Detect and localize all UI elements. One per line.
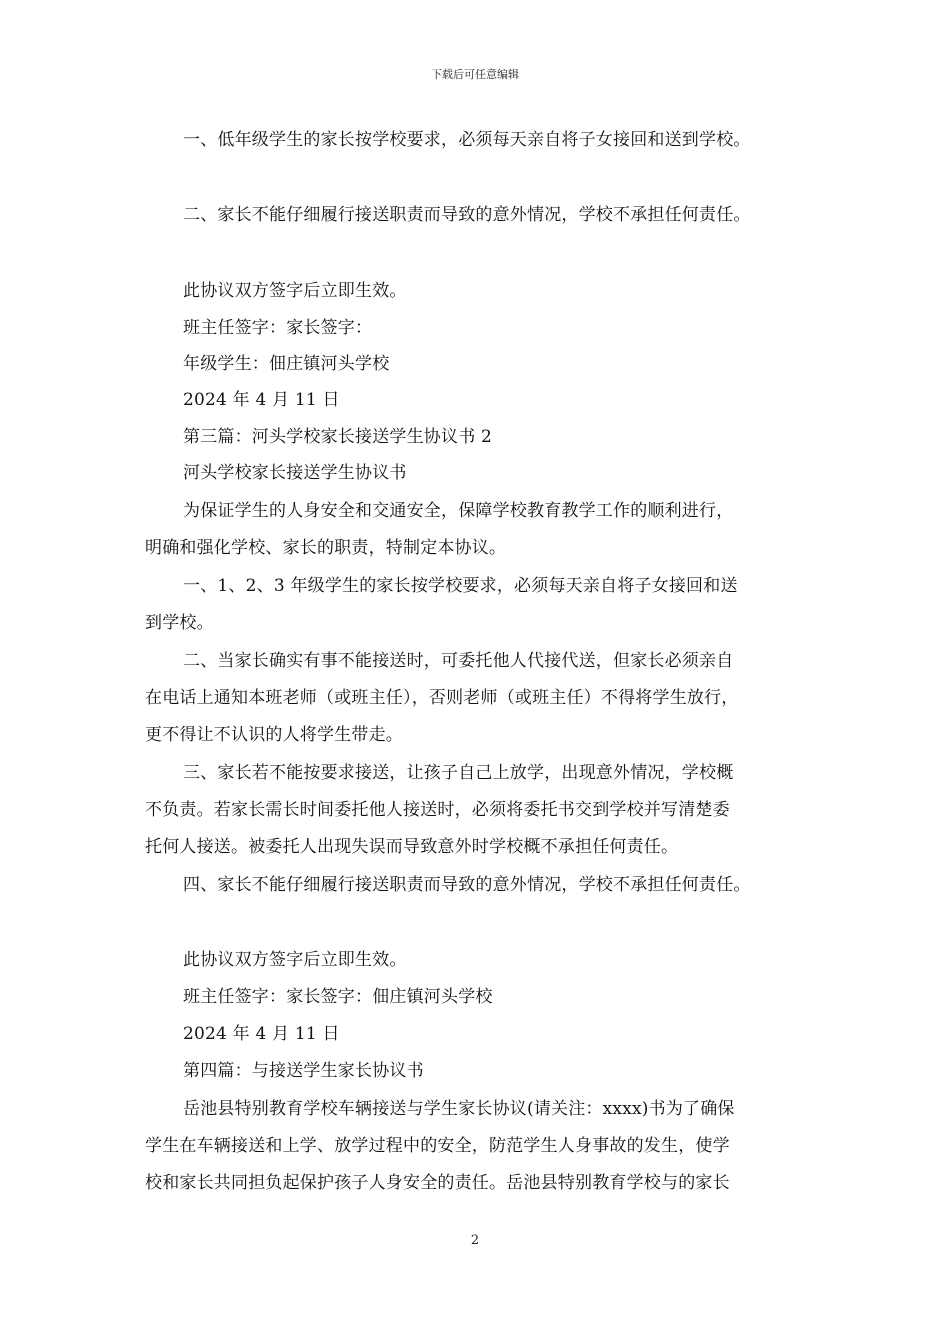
effect-statement: 此协议双方签字后立即生效。 <box>183 281 407 301</box>
signature-line: 班主任签字：家长签字：佃庄镇河头学校 <box>183 987 493 1007</box>
paragraph-line: 不负责。若家长需长时间委托他人接送时，必须将委托书交到学校并写清楚委 <box>145 800 730 820</box>
paragraph-line: 托何人接送。被委托人出现失误而导致意外时学校概不承担任何责任。 <box>145 837 679 857</box>
page-header: 下载后可任意编辑 <box>431 68 519 81</box>
page-number: 2 <box>470 1233 480 1248</box>
paragraph-line: 在电话上通知本班老师（或班主任），否则老师（或班主任）不得将学生放行， <box>145 688 739 708</box>
paragraph-line: 为保证学生的人身安全和交通安全，保障学校教育教学工作的顺利进行， <box>183 501 734 521</box>
paragraph-line: 二、当家长确实有事不能接送时，可委托他人代接代送，但家长必须亲自 <box>183 651 734 671</box>
paragraph-line: 岳池县特别教育学校车辆接送与学生家长协议(请关注：xxxx)书为了确保 <box>183 1099 735 1119</box>
paragraph-line: 校和家长共同担负起保护孩子人身安全的责任。岳池县特别教育学校与的家长 <box>145 1173 730 1193</box>
clause-line-2: 二、家长不能仔细履行接送职责而导致的意外情况，学校不承担任何责任。 <box>183 205 751 225</box>
signature-line: 班主任签字：家长签字： <box>183 318 373 338</box>
section-title-4: 第四篇：与接送学生家长协议书 <box>183 1061 424 1081</box>
agreement-title: 河头学校家长接送学生协议书 <box>183 463 407 483</box>
paragraph-line: 到学校。 <box>145 613 214 633</box>
date-line: 2024 年 4 月 11 日 <box>183 1024 340 1044</box>
paragraph-line: 更不得让不认识的人将学生带走。 <box>145 725 403 745</box>
effect-statement: 此协议双方签字后立即生效。 <box>183 950 407 970</box>
paragraph-line: 学生在车辆接送和上学、放学过程中的安全，防范学生人身事故的发生，使学 <box>145 1136 730 1156</box>
paragraph-line: 一、1、2、3 年级学生的家长按学校要求，必须每天亲自将子女接回和送 <box>183 576 738 596</box>
date-line: 2024 年 4 月 11 日 <box>183 390 340 410</box>
school-line: 年级学生：佃庄镇河头学校 <box>183 354 390 374</box>
paragraph-line: 三、家长若不能按要求接送，让孩子自己上放学，出现意外情况，学校概 <box>183 763 734 783</box>
paragraph-line: 明确和强化学校、家长的职责，特制定本协议。 <box>145 538 507 558</box>
paragraph-line: 四、家长不能仔细履行接送职责而导致的意外情况，学校不承担任何责任。 <box>183 875 751 895</box>
clause-line-1: 一、低年级学生的家长按学校要求，必须每天亲自将子女接回和送到学校。 <box>183 130 751 150</box>
section-title-3: 第三篇：河头学校家长接送学生协议书 2 <box>183 427 493 447</box>
